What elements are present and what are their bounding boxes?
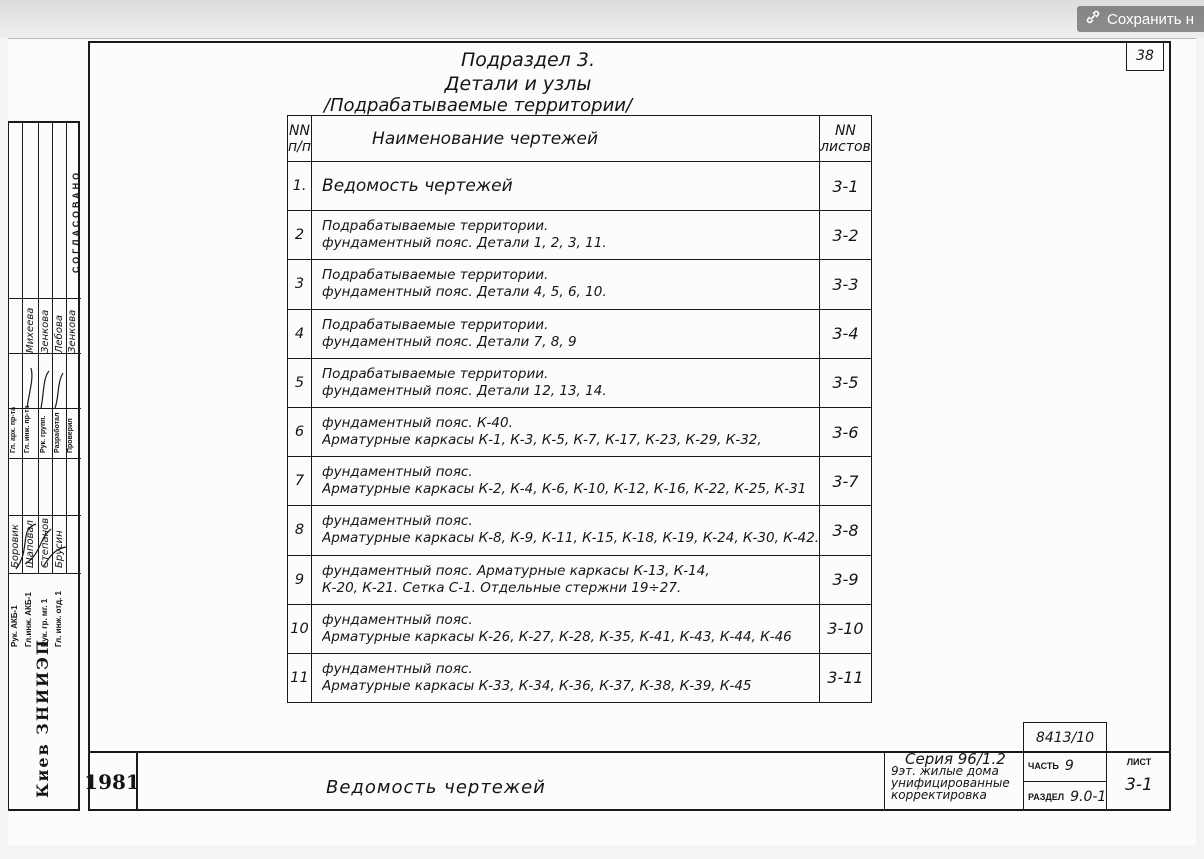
person-name: Боровик (10, 524, 21, 568)
drawing-name-line: фундаментный пояс. (322, 464, 473, 481)
subsection-subtitle: Детали и узлы (444, 73, 592, 95)
table-row (288, 604, 872, 653)
row-number: 2 (288, 211, 312, 260)
sheet-ref: 3-8 (820, 506, 872, 555)
sheet-ref: 3-1 (820, 162, 872, 211)
drawing-name-line: Подрабатываемые территории. (322, 218, 549, 235)
sheet-ref: 3-6 (820, 407, 872, 456)
series-line: Серия 96/1.2 (905, 750, 1006, 768)
row-number: 5 (288, 358, 312, 407)
role-label: Разработал (54, 412, 61, 453)
person-name: Зенкова (67, 309, 78, 353)
header-sheets: NN листов (820, 116, 872, 162)
section-value: 9.0-1 (1070, 788, 1107, 805)
drawing-name (312, 211, 820, 260)
drawing-name (312, 555, 820, 604)
drawing-name (312, 358, 820, 407)
table-row (288, 506, 872, 555)
sheet-ref: 3-3 (820, 260, 872, 309)
table-row (288, 457, 872, 506)
drawing-name-line: Арматурные каркасы К-26, К-27, К-28, К-35, К-41, К-43, К-44, К-46 (322, 628, 792, 645)
table-header-row (288, 116, 872, 162)
subsection-note: /Подрабатываемые территории/ (323, 95, 633, 116)
drawing-name (312, 407, 820, 456)
table-row (288, 555, 872, 604)
sheet-label: ЛИСТ (1126, 757, 1152, 767)
header-no: NN п/п (288, 116, 312, 162)
grid-line (9, 353, 81, 354)
approved-label: СОГЛАСОВАНО (71, 169, 81, 273)
drawing-name (312, 309, 820, 358)
drawing-name (312, 457, 820, 506)
stamp-part (1024, 751, 1107, 781)
drawing-name-line: фундаментный пояс. К-40. (322, 415, 513, 432)
organization-name: Киев ЗНИИЭП (33, 637, 52, 798)
drawing-name-line: Подрабатываемые территории. (322, 316, 549, 333)
stamp-series (884, 751, 1024, 811)
drawing-name-line: Ведомость чертежей (322, 177, 513, 195)
part-value: 9 (1064, 758, 1074, 774)
link-icon (1085, 10, 1101, 28)
table-row (288, 260, 872, 309)
grid-col (9, 123, 23, 573)
drawing-name (312, 653, 820, 702)
grid-line (9, 298, 81, 299)
drawing-name-line: Арматурные каркасы К-33, К-34, К-36, К-37, К-38, К-39, К-45 (322, 677, 752, 694)
sheet-value: 3-1 (1125, 775, 1153, 795)
stamp-title: Ведомость чертежей (326, 777, 546, 798)
stamp-part-section (1023, 751, 1107, 811)
role-label: Гл. инж. отд. 1 (54, 590, 63, 647)
part-label: ЧАСТЬ (1028, 761, 1059, 771)
row-number: 4 (288, 309, 312, 358)
save-button[interactable] (1077, 6, 1204, 32)
section-label: РАЗДЕЛ (1028, 791, 1065, 802)
drawings-table (287, 115, 872, 703)
person-name: Шаповал (25, 520, 36, 568)
table-row (288, 162, 872, 211)
sheet-ref: 3-10 (820, 604, 872, 653)
sheet-ref: 3-5 (820, 358, 872, 407)
signature-mark (11, 519, 71, 574)
sheet-number: 38 (1126, 41, 1164, 71)
row-number: 11 (288, 653, 312, 702)
drawing-name-line: фундаментный пояс. (322, 611, 473, 628)
row-number: 3 (288, 260, 312, 309)
person-name: Брусин (54, 530, 65, 568)
drawing-name-line: фундаментный пояс. Детали 7, 8, 9 (322, 333, 577, 350)
stamp-code: 8413/10 (1023, 722, 1107, 752)
person-name: Степанов (40, 517, 51, 568)
table-row (288, 358, 872, 407)
series-line: 9эт. жилые дома (891, 764, 999, 778)
row-number: 8 (288, 506, 312, 555)
drawing-name (312, 604, 820, 653)
signature-mark (19, 363, 69, 413)
row-number: 7 (288, 457, 312, 506)
stamp-year: 1981 (88, 753, 138, 811)
browser-topbar (0, 0, 1204, 38)
drawing-name-line: фундаментный пояс. (322, 660, 473, 677)
drawing-name-line: фундаментный пояс. Арматурные каркасы К-13, К-14, (322, 562, 710, 579)
series-line: корректировка (891, 788, 987, 802)
approval-strip (8, 121, 80, 811)
drawing-name-line: фундаментный пояс. Детали 4, 5, 6, 10. (322, 284, 607, 301)
sheet-ref: 3-11 (820, 653, 872, 702)
table-row (288, 407, 872, 456)
subsection-heading: Подраздел 3. (461, 49, 595, 71)
role-label: Гл. инж. пр-та (24, 405, 31, 453)
row-number: 6 (288, 407, 312, 456)
series-line: унифицированные (891, 776, 1010, 790)
role-label: Гл. арх. пр-та (10, 407, 17, 453)
grid-line (9, 458, 81, 459)
table-row (288, 211, 872, 260)
drawing-name (312, 162, 820, 211)
save-button-label: Сохранить н (1107, 10, 1194, 28)
sheet-ref: 3-2 (820, 211, 872, 260)
role-label: Проверил (67, 418, 74, 453)
drawing-name-line: фундаментный пояс. Детали 1, 2, 3, 11. (322, 235, 607, 252)
drawing-name-line: Арматурные каркасы К-1, К-3, К-5, К-7, К-17, К-23, К-29, К-32, (322, 432, 762, 449)
table-row (288, 309, 872, 358)
drawing-name-line: К-20, К-21. Сетка С-1. Отдельные стержни 19÷27. (322, 579, 682, 596)
drawing-name (312, 260, 820, 309)
role-label: Рук. гр. мг. 1 (40, 598, 49, 647)
person-name: Лебова (54, 315, 65, 353)
drawing-name-line: Арматурные каркасы К-8, К-9, К-11, К-15, К-18, К-19, К-24, К-30, К-42. (322, 530, 820, 547)
table-row (288, 653, 872, 702)
person-name: Зенкова (40, 309, 51, 353)
grid-line (9, 515, 81, 516)
stamp-section (1024, 781, 1107, 811)
drawing-sheet (8, 38, 1196, 846)
header-name: Наименование чертежей (312, 116, 820, 162)
sheet-ref: 3-9 (820, 555, 872, 604)
row-number: 10 (288, 604, 312, 653)
drawing-name-line: Подрабатываемые территории. (322, 365, 549, 382)
drawing-name (312, 506, 820, 555)
drawing-name-line: фундаментный пояс. (322, 513, 473, 530)
row-number: 9 (288, 555, 312, 604)
sheet-ref: 3-7 (820, 457, 872, 506)
role-label: Рук. групп. (40, 415, 47, 453)
row-number: 1. (288, 162, 312, 211)
person-name: Михеева (25, 307, 36, 353)
stamp-sheet (1106, 751, 1171, 811)
drawing-name-line: Подрабатываемые территории. (322, 267, 549, 284)
drawing-name-line: фундаментный пояс. Детали 12, 13, 14. (322, 382, 607, 399)
role-label: Гл.инж. АКБ-1 (24, 592, 33, 647)
sheet-ref: 3-4 (820, 309, 872, 358)
drawing-name-line: Арматурные каркасы К-2, К-4, К-6, К-10, К-12, К-16, К-22, К-25, К-31 (322, 481, 807, 498)
role-label: Рук. АКБ-1 (10, 605, 19, 647)
